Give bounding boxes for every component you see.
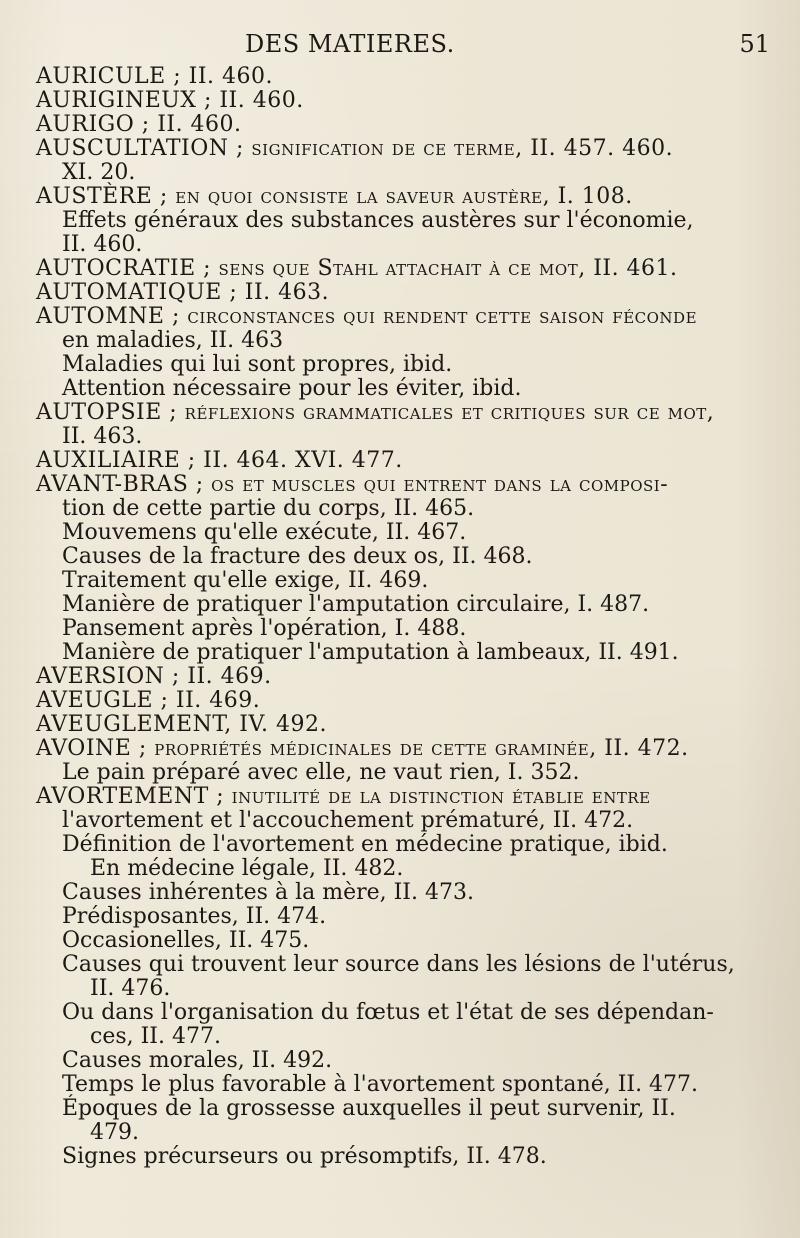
index-content	[0, 65, 800, 1225]
running-title: DES MATIERES.	[245, 30, 455, 58]
index-line: II. 463.	[62, 424, 143, 449]
index-line: AVORTEMENT ; inutilité de la distinction établie entre	[36, 784, 651, 809]
index-line: AUSCULTATION ; signification de ce terme, II. 457. 460.	[36, 136, 674, 161]
index-line: Occasionelles, II. 475.	[62, 928, 310, 953]
index-line: XI. 20.	[62, 160, 136, 185]
index-line: tion de cette partie du corps, II. 465.	[62, 496, 475, 521]
index-line: Le pain préparé avec elle, ne vaut rien, I. 352.	[62, 760, 580, 785]
index-line: Définition de l'avortement en médecine pratique, ibid.	[62, 832, 668, 857]
index-line: AUTOMNE ; circonstances qui rendent cette saison féconde	[36, 304, 698, 329]
index-line: AVOINE ; propriétés médicinales de cette graminée, II. 472.	[36, 736, 689, 761]
index-line: Effets généraux des substances austères sur l'économie,	[62, 208, 694, 233]
index-line: Prédisposantes, II. 474.	[62, 904, 327, 929]
index-line: Attention nécessaire pour les éviter, ibid.	[62, 376, 522, 401]
index-line: Temps le plus favorable à l'avortement spontané, II. 477.	[62, 1072, 699, 1097]
index-line: Causes qui trouvent leur source dans les lésions de l'utérus,	[62, 952, 735, 977]
index-line: 479.	[90, 1120, 139, 1145]
index-line: AVANT-BRAS ; os et muscles qui entrent dans la composi-	[36, 472, 669, 497]
index-line: Causes morales, II. 492.	[62, 1048, 333, 1073]
page-header	[0, 30, 800, 64]
index-line: Causes de la fracture des deux os, II. 468.	[62, 544, 533, 569]
index-line: Pansement après l'opération, I. 488.	[62, 616, 467, 641]
index-line: AVEUGLE ; II. 469.	[36, 688, 261, 713]
index-line: AUTOPSIE ; réflexions grammaticales et critiques sur ce mot,	[36, 400, 715, 425]
index-line: AVERSION ; II. 469.	[36, 664, 272, 689]
index-line: l'avortement et l'accouchement prématuré, II. 472.	[62, 808, 634, 833]
index-line: Mouvemens qu'elle exécute, II. 467.	[62, 520, 467, 545]
index-line: AUSTÈRE ; en quoi consiste la saveur austère, I. 108.	[36, 184, 633, 209]
index-line: Manière de pratiquer l'amputation à lambeaux, II. 491.	[62, 640, 679, 665]
page-number: 51	[739, 30, 770, 58]
index-line: Époques de la grossesse auxquelles il peut survenir, II.	[62, 1096, 676, 1121]
index-line: Ou dans l'organisation du fœtus et l'état de ses dépendan-	[62, 1000, 714, 1025]
index-line: Signes précurseurs ou présomptifs, II. 478.	[62, 1144, 547, 1169]
index-line: En médecine légale, II. 482.	[90, 856, 404, 881]
index-line: AURICULE ; II. 460.	[36, 64, 273, 89]
index-line: AURIGO ; II. 460.	[36, 112, 242, 137]
index-line: AURIGINEUX ; II. 460.	[36, 88, 304, 113]
index-line: AUTOMATIQUE ; II. 463.	[36, 280, 330, 305]
index-line: II. 460.	[62, 232, 143, 257]
index-line: II. 476.	[90, 976, 171, 1001]
index-line: Traitement qu'elle exige, II. 469.	[62, 568, 429, 593]
index-line: AUTOCRATIE ; sens que Stahl attachait à ce mot, II. 461.	[36, 256, 678, 281]
index-line: AUXILIAIRE ; II. 464. XVI. 477.	[36, 448, 403, 473]
index-line: ces, II. 477.	[90, 1024, 221, 1049]
index-line: Maladies qui lui sont propres, ibid.	[62, 352, 453, 377]
index-line: AVEUGLEMENT, IV. 492.	[36, 712, 327, 737]
index-line: Causes inhérentes à la mère, II. 473.	[62, 880, 474, 905]
index-line: en maladies, II. 463	[62, 328, 284, 353]
index-line: Manière de pratiquer l'amputation circulaire, I. 487.	[62, 592, 650, 617]
